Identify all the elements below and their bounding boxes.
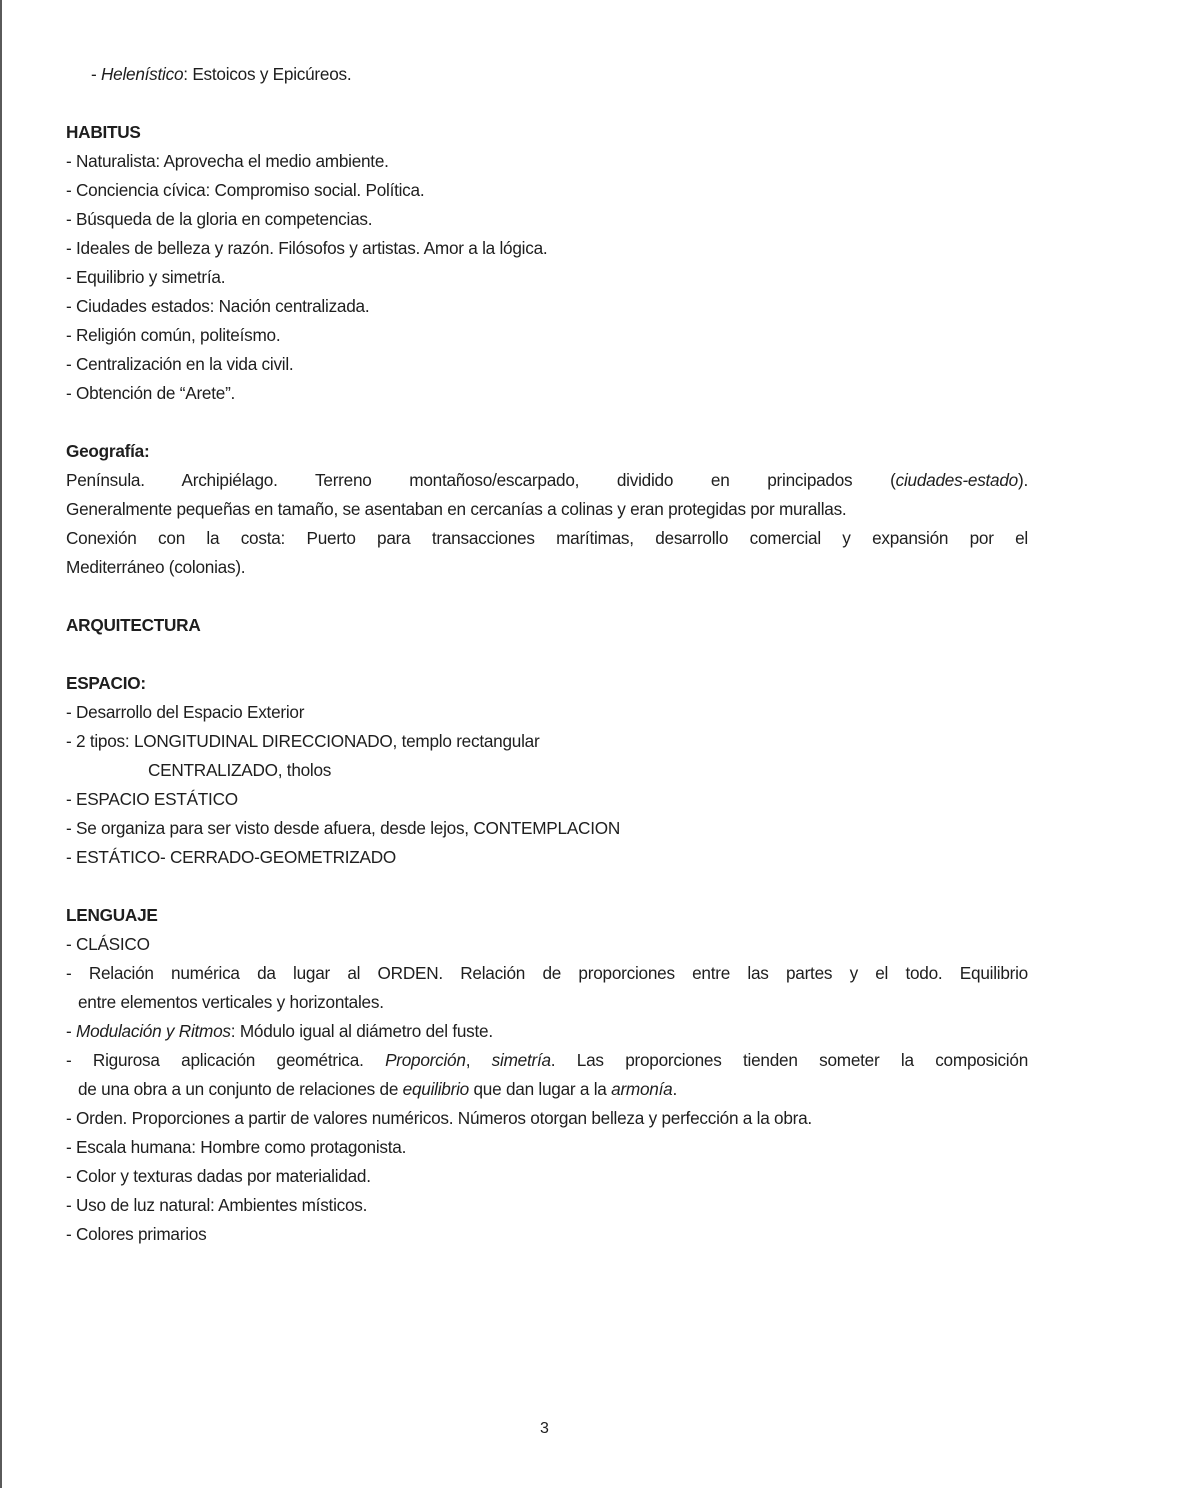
geografia-heading: Geografía: [66, 441, 150, 461]
page-number: 3 [540, 1420, 549, 1437]
habitus-section [66, 118, 1028, 408]
helenistico-line [66, 60, 1028, 89]
geografia-paragraph-line: Mediterráneo (colonias). [66, 557, 246, 577]
arquitectura-heading: ARQUITECTURA [66, 615, 201, 635]
lenguaje-item-continuation: entre elementos verticales y horizontales. [78, 992, 384, 1012]
italic-text: armonía [611, 1079, 673, 1099]
text-segment: Península. Archipiélago. Terreno montañoso/escarpado, dividido en principados ( [66, 470, 896, 490]
page-left-edge [0, 0, 2, 1488]
geografia-paragraph-line [66, 466, 1028, 495]
habitus-item: - Conciencia cívica: Compromiso social. Política. [66, 180, 425, 200]
text-segment: - [66, 1021, 76, 1041]
italic-text: Modulación y Ritmos [76, 1021, 231, 1041]
habitus-item: - Centralización en la vida civil. [66, 354, 294, 374]
text-segment: , [465, 1050, 492, 1070]
lenguaje-item: - Color y texturas dadas por materialidad. [66, 1166, 371, 1186]
italic-text: equilibrio [402, 1079, 469, 1099]
lenguaje-item: - Escala humana: Hombre como protagonista. [66, 1137, 407, 1157]
habitus-item: - Naturalista: Aprovecha el medio ambiente. [66, 151, 389, 171]
habitus-heading: HABITUS [66, 122, 141, 142]
spacer [66, 640, 1028, 669]
espacio-item: - ESTÁTICO- CERRADO-GEOMETRIZADO [66, 847, 397, 867]
lenguaje-item [66, 1017, 1028, 1046]
document-page-body [66, 60, 1028, 1249]
espacio-subitem: CENTRALIZADO, tholos [148, 760, 332, 780]
text-segment: . [672, 1079, 677, 1099]
lenguaje-item-continuation [66, 1075, 1028, 1104]
italic-text: Helenístico [101, 64, 184, 84]
habitus-item: - Obtención de “Arete”. [66, 383, 236, 403]
habitus-item: - Equilibrio y simetría. [66, 267, 226, 287]
espacio-item: - ESPACIO ESTÁTICO [66, 789, 238, 809]
geografia-section [66, 437, 1028, 582]
espacio-item: - 2 tipos: LONGITUDINAL DIRECCIONADO, templo rectangular [66, 731, 540, 751]
espacio-item: - Se organiza para ser visto desde afuera, desde lejos, CONTEMPLACION [66, 818, 621, 838]
lenguaje-heading: LENGUAJE [66, 905, 158, 925]
spacer [66, 872, 1028, 901]
lenguaje-item: - Orden. Proporciones a partir de valores numéricos. Números otorgan belleza y perfección a la obra. [66, 1108, 812, 1128]
spacer [66, 582, 1028, 611]
espacio-item: - Desarrollo del Espacio Exterior [66, 702, 305, 722]
text-segment: : Módulo igual al diámetro del fuste. [230, 1021, 493, 1041]
habitus-item: - Ciudades estados: Nación centralizada. [66, 296, 370, 316]
lenguaje-item: - Colores primarios [66, 1224, 207, 1244]
habitus-item: - Búsqueda de la gloria en competencias. [66, 209, 373, 229]
italic-text: simetría [491, 1050, 551, 1070]
text-segment: de una obra a un conjunto de relaciones de [78, 1079, 403, 1099]
text-segment: que dan lugar a la [468, 1079, 612, 1099]
text-segment: ). [1018, 470, 1028, 490]
spacer [66, 408, 1028, 437]
espacio-heading: ESPACIO: [66, 673, 146, 693]
text-segment: - Rigurosa aplicación geométrica. [66, 1050, 386, 1070]
italic-text: ciudades-estado [895, 470, 1018, 490]
habitus-item: - Religión común, politeísmo. [66, 325, 281, 345]
lenguaje-section [66, 901, 1028, 1249]
lenguaje-item: - Relación numérica da lugar al ORDEN. Relación de proporciones entre las partes y el todo. Equilibrio [66, 963, 1028, 983]
geografia-paragraph-line: Generalmente pequeñas en tamaño, se asentaban en cercanías a colinas y eran protegidas por murallas. [66, 499, 847, 519]
italic-text: Proporción [385, 1050, 466, 1070]
habitus-item: - Ideales de belleza y razón. Filósofos y artistas. Amor a la lógica. [66, 238, 548, 258]
text-segment: . Las proporciones tienden someter la composición [550, 1050, 1028, 1070]
spacer [66, 89, 1028, 118]
lenguaje-item [66, 1046, 1028, 1075]
espacio-section [66, 669, 1028, 872]
text-segment: : Estoicos y Epicúreos. [183, 64, 352, 84]
lenguaje-item: - CLÁSICO [66, 934, 150, 954]
geografia-paragraph-line: Conexión con la costa: Puerto para transacciones marítimas, desarrollo comercial y expansión por el [66, 528, 1028, 548]
text-segment: - [91, 64, 101, 84]
lenguaje-item: - Uso de luz natural: Ambientes místicos. [66, 1195, 368, 1215]
